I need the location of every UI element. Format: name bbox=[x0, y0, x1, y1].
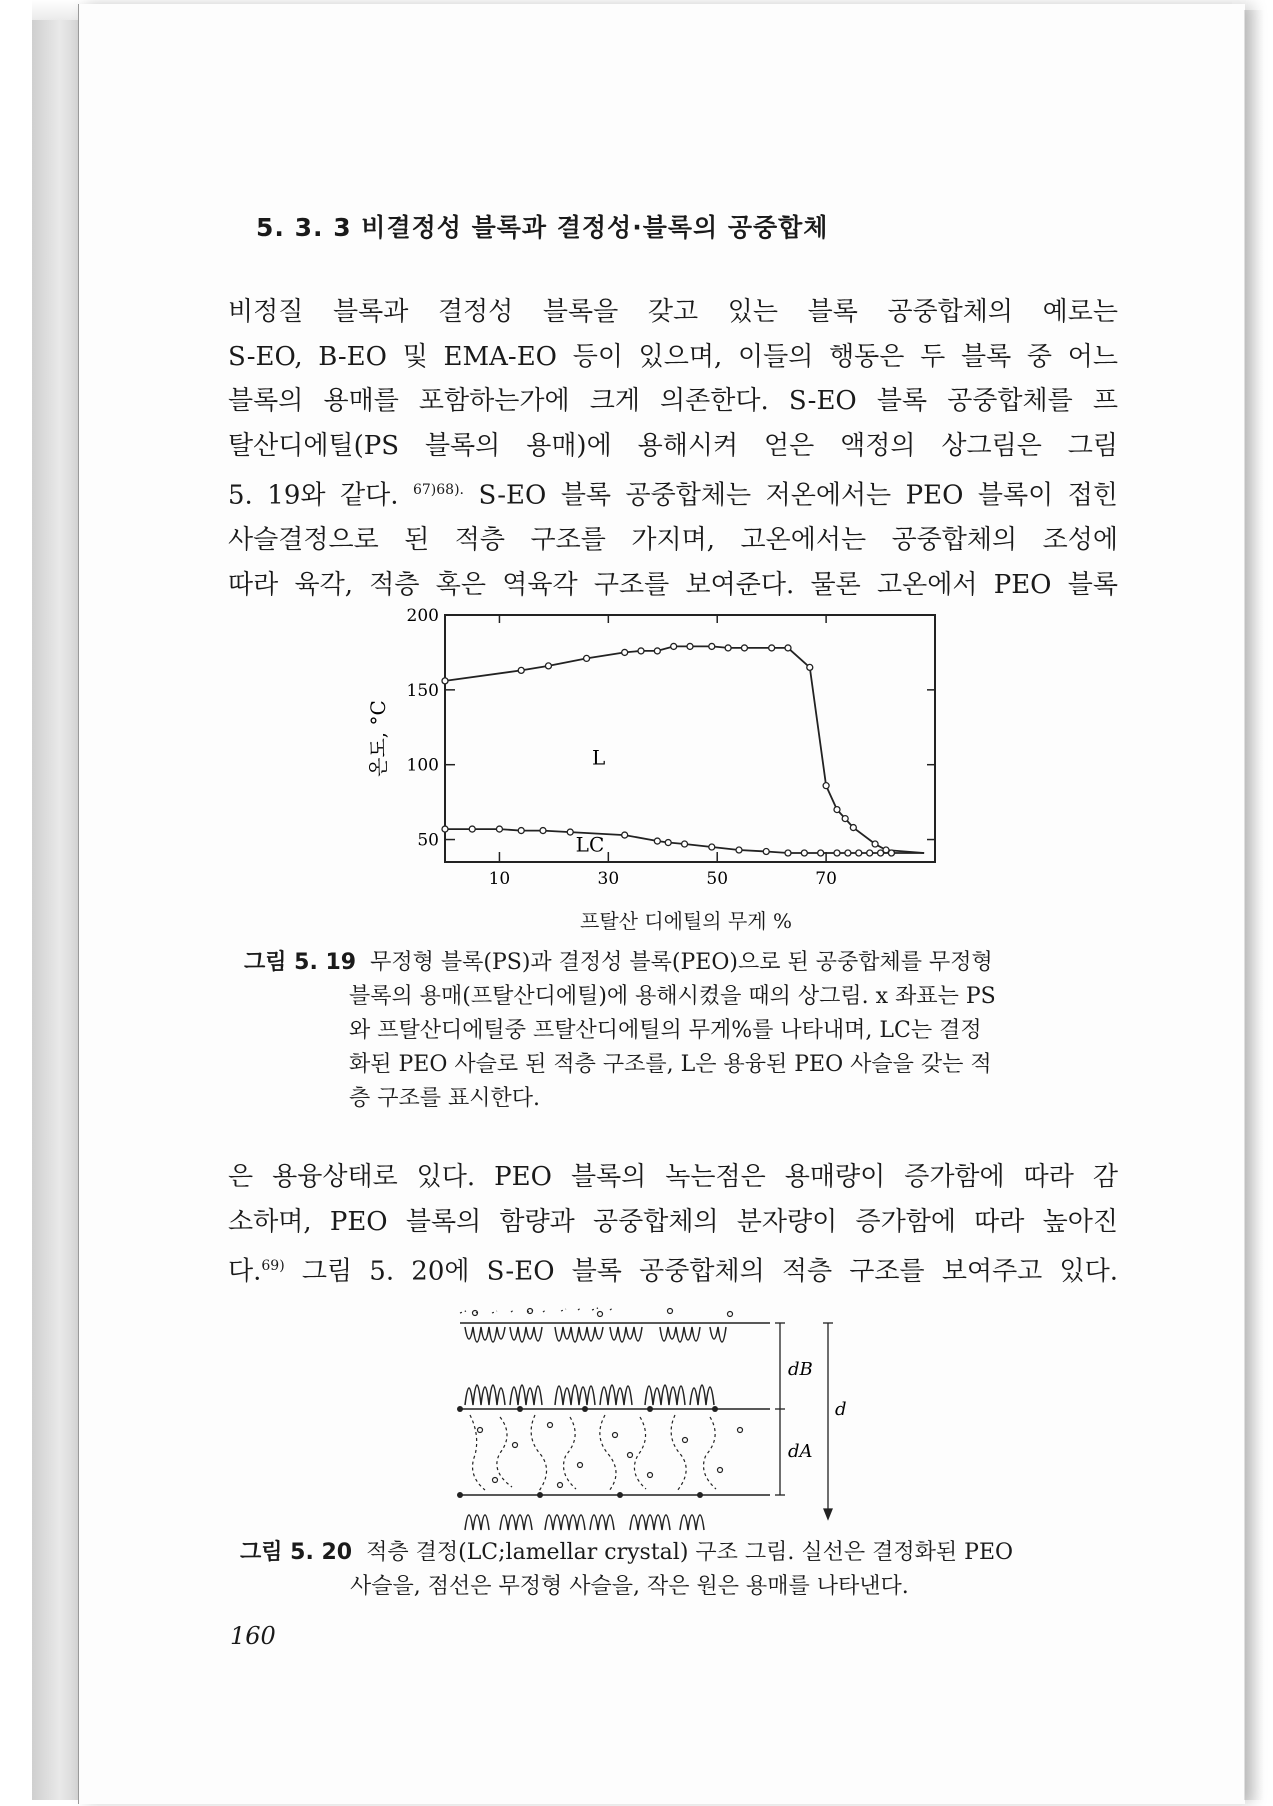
y-tick-label: 100 bbox=[406, 755, 439, 776]
figure-5-20-caption bbox=[240, 1536, 1120, 1604]
data-point bbox=[834, 807, 840, 813]
data-point bbox=[567, 829, 573, 835]
paragraph-line bbox=[228, 468, 1118, 518]
data-point bbox=[785, 850, 791, 856]
paragraph-line: 은 용융상태로 있다. PEO 블록의 녹는점은 용매량이 증가함에 따라 감 bbox=[228, 1162, 1118, 1192]
data-point bbox=[823, 783, 829, 789]
caption-text: 무정형 블록(PS)과 결정성 블록(PEO)으로 된 공중합체를 무정형 bbox=[370, 950, 993, 975]
data-point bbox=[850, 825, 856, 831]
data-point bbox=[638, 648, 644, 654]
data-point bbox=[442, 678, 448, 684]
data-point bbox=[785, 645, 791, 651]
section-heading: 5. 3. 3 비결정성 블록과 결정성·블록의 공중합체 bbox=[256, 213, 829, 242]
paragraph-line: 블록의 용매를 포함하는가에 크게 의존한다. S-EO 블록 공중합체를 프 bbox=[228, 386, 1118, 416]
data-point bbox=[736, 847, 742, 853]
chart-x-title: 프탈산 디에틸의 무게 % bbox=[580, 909, 792, 933]
data-point bbox=[856, 850, 862, 856]
data-point bbox=[878, 850, 884, 856]
paragraph-line: 비정질 블록과 결정성 블록을 갖고 있는 블록 공중합체의 예로는 bbox=[228, 297, 1118, 327]
line-rest: S-EO 블록 공중합체는 저온에서는 PEO 블록이 접힌 bbox=[464, 480, 1118, 511]
data-point bbox=[654, 648, 660, 654]
paragraph-2 bbox=[228, 1155, 1118, 1294]
data-point bbox=[709, 643, 715, 649]
paragraph-1 bbox=[228, 290, 1118, 607]
data-point bbox=[671, 643, 677, 649]
plot-frame bbox=[445, 615, 935, 862]
series-line-1 bbox=[445, 646, 924, 853]
data-point bbox=[769, 645, 775, 651]
figure-5-19-caption bbox=[244, 946, 1124, 1116]
data-point bbox=[842, 816, 848, 822]
region-label-LC: LC bbox=[575, 832, 605, 857]
region-label-L: L bbox=[592, 745, 606, 770]
line-start: 다. bbox=[228, 1256, 262, 1287]
paragraph-line bbox=[228, 1244, 1118, 1294]
data-point bbox=[807, 664, 813, 670]
data-point bbox=[654, 838, 660, 844]
x-tick-label: 30 bbox=[597, 869, 620, 889]
caption-label: 그림 5. 20 bbox=[240, 1540, 353, 1565]
caption-line bbox=[240, 1536, 1120, 1570]
x-tick-label: 70 bbox=[815, 869, 837, 889]
data-point bbox=[845, 850, 851, 856]
paragraph-line: 탈산디에틸(PS 블록의 용매)에 용해시켜 얻은 액정의 상그림은 그림 bbox=[228, 430, 1118, 461]
paragraph-line: 따라 육각, 적층 혹은 역육각 구조를 보여준다. 물론 고온에서 PEO 블록 bbox=[228, 569, 1118, 600]
page-shadow bbox=[1244, 10, 1264, 1800]
data-point bbox=[834, 850, 840, 856]
caption-line: 와 프탈산디에틸중 프탈산디에틸의 무게%를 나타내며, LC는 결정 bbox=[349, 1018, 982, 1043]
phase-diagram-chart bbox=[340, 595, 960, 945]
lamellar-structure-figure bbox=[440, 1305, 900, 1535]
data-point bbox=[540, 828, 546, 834]
y-tick-label: 200 bbox=[406, 606, 439, 626]
citation: 69) bbox=[261, 1258, 285, 1274]
data-point bbox=[818, 850, 824, 856]
data-point bbox=[741, 645, 747, 651]
data-point bbox=[872, 841, 878, 847]
caption-text: 적층 결정(LC;lamellar crystal) 구조 그림. 실선은 결정화된 PEO bbox=[366, 1540, 1014, 1565]
y-axis-title: 온도, °C bbox=[366, 700, 390, 777]
caption-line: 층 구조를 표시한다. bbox=[349, 1086, 540, 1111]
data-point bbox=[687, 643, 693, 649]
data-point bbox=[867, 850, 873, 856]
data-point bbox=[709, 844, 715, 850]
y-tick-label: 150 bbox=[406, 680, 439, 701]
data-point bbox=[518, 828, 524, 834]
label-d: d bbox=[835, 1399, 847, 1420]
y-tick-label: 50 bbox=[417, 830, 439, 851]
caption-line: 화된 PEO 사슬로 된 적층 구조를, L은 용융된 PEO 사슬을 갖는 적 bbox=[349, 1052, 992, 1077]
data-point bbox=[665, 840, 671, 846]
line-start: 5. 19와 같다. bbox=[228, 480, 399, 511]
line-rest: 그림 5. 20에 S-EO 블록 공중합체의 적층 구조를 보여주고 있다. bbox=[284, 1256, 1118, 1287]
data-point bbox=[763, 849, 769, 855]
data-point bbox=[584, 655, 590, 661]
data-point bbox=[682, 841, 688, 847]
book-spine bbox=[32, 20, 78, 1800]
caption-line: 블록의 용매(프탈산디에틸)에 용해시켰을 때의 상그림. x 좌표는 PS bbox=[349, 984, 996, 1009]
data-point bbox=[888, 850, 894, 856]
data-point bbox=[442, 826, 448, 832]
data-point bbox=[545, 663, 551, 669]
citation: 67)68). bbox=[412, 482, 464, 498]
data-point bbox=[518, 667, 524, 673]
page-number: 160 bbox=[230, 1622, 276, 1650]
paragraph-line: S-EO, B-EO 및 EMA-EO 등이 있으며, 이들의 행동은 두 블록 중 어느 bbox=[228, 341, 1118, 372]
caption-line: 사슬을, 점선은 무정형 사슬을, 작은 원은 용매를 나타낸다. bbox=[350, 1574, 909, 1599]
data-point bbox=[725, 645, 731, 651]
label-dA: dA bbox=[788, 1441, 813, 1462]
paragraph-line: 소하며, PEO 블록의 함량과 공중합체의 분자량이 증가함에 따라 높아진 bbox=[228, 1206, 1118, 1237]
x-tick-label: 10 bbox=[488, 869, 511, 889]
caption-label: 그림 5. 19 bbox=[244, 950, 357, 975]
data-point bbox=[622, 649, 628, 655]
data-point bbox=[622, 832, 628, 838]
label-dB: dB bbox=[788, 1359, 813, 1380]
data-point bbox=[469, 826, 475, 832]
paragraph-line: 사슬결정으로 된 적층 구조를 가지며, 고온에서는 공중합체의 조성에 bbox=[228, 525, 1118, 556]
data-point bbox=[801, 850, 807, 856]
data-point bbox=[496, 826, 502, 832]
caption-line bbox=[244, 946, 1124, 980]
x-tick-label: 50 bbox=[706, 869, 729, 889]
